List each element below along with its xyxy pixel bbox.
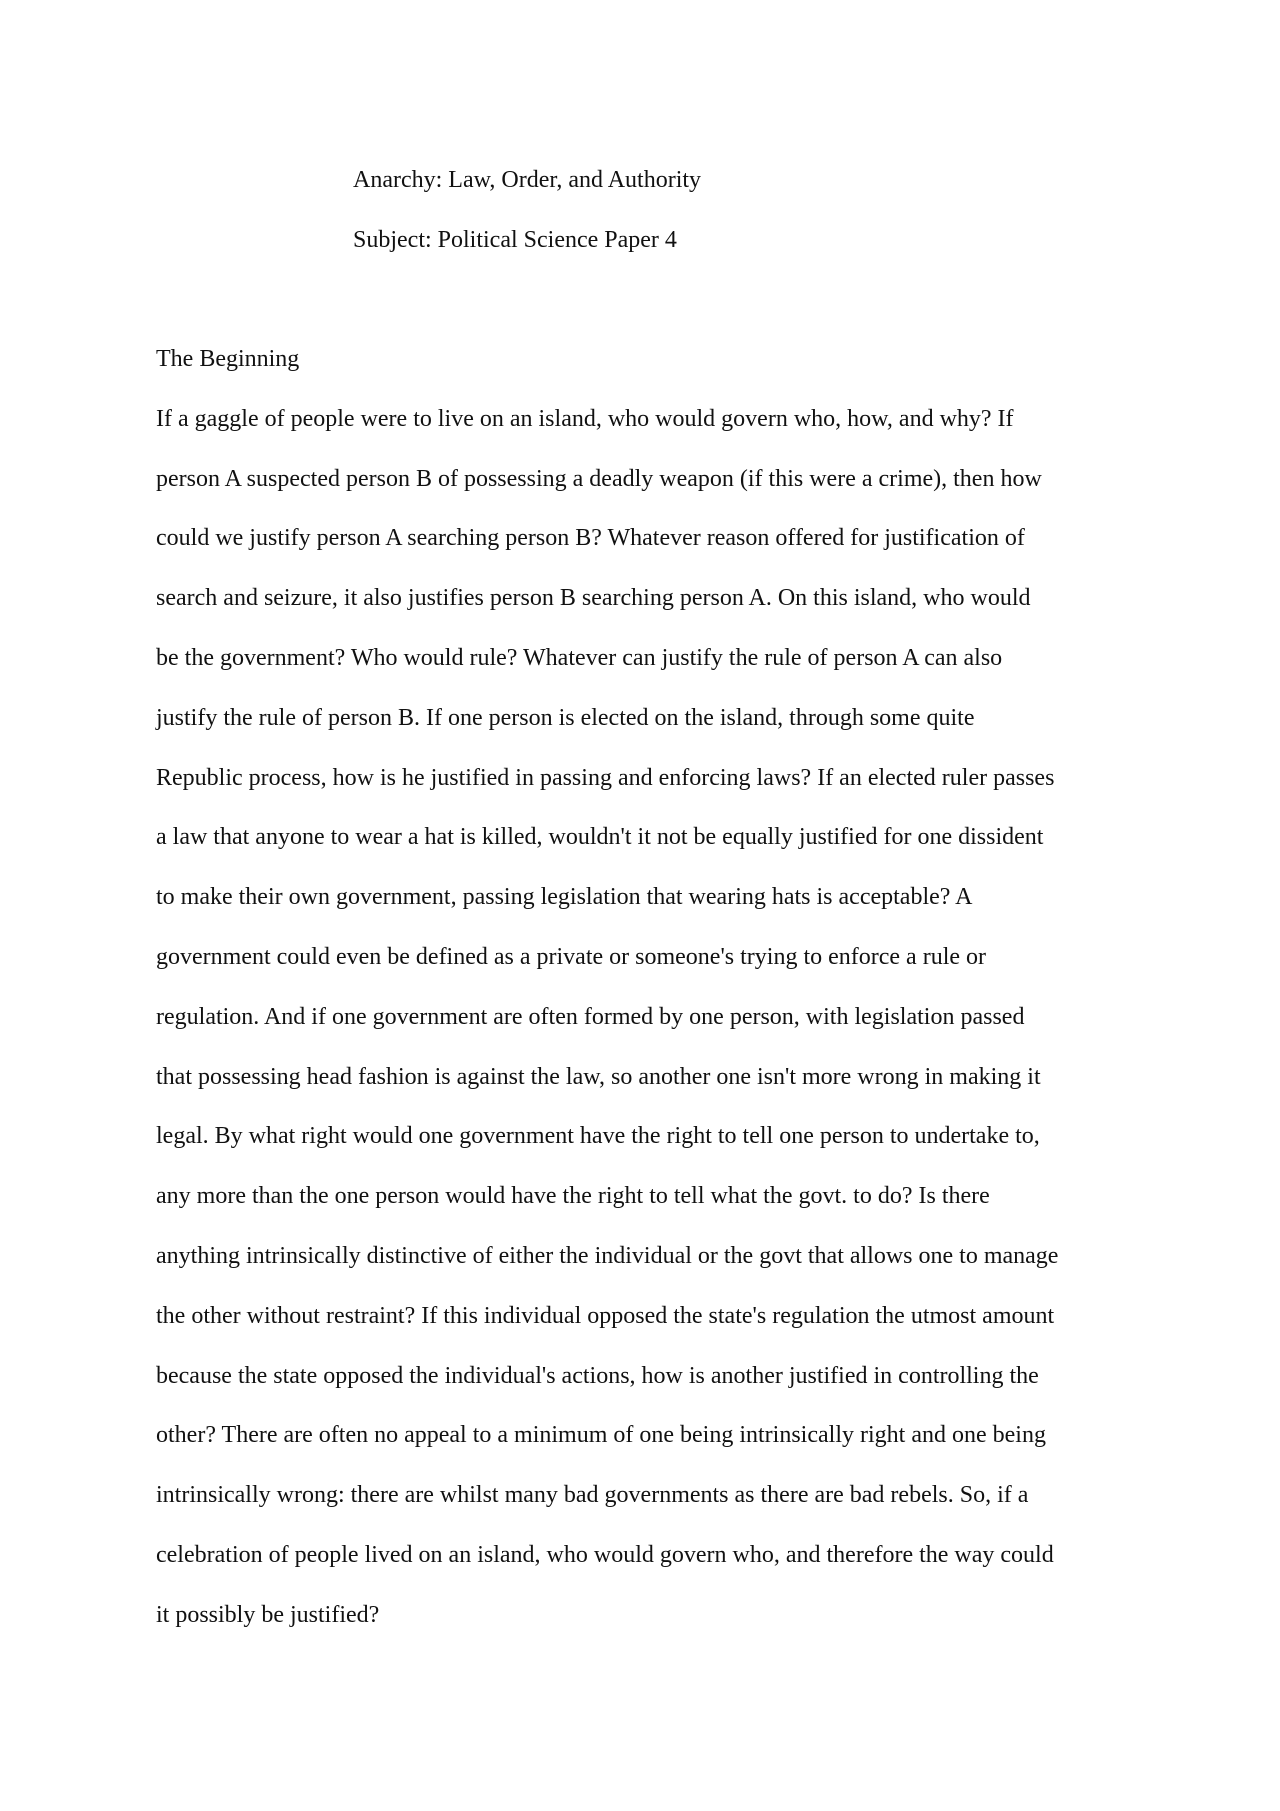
paragraph [156,390,1156,1646]
paragraph-line: because the state opposed the individual's actions, how is another justified in controlling the [156,1362,1039,1389]
paragraph-line: justify the rule of person B. If one person is elected on the island, through some quite [156,704,975,731]
paragraph-line: anything intrinsically distinctive of either the individual or the govt that allows one to manage [156,1242,1059,1269]
paragraph-line: government could even be defined as a private or someone's trying to enforce a rule or [156,943,987,970]
paragraph-line: If a gaggle of people were to live on an island, who would govern who, how, and why? If [156,405,1014,432]
paragraph-line: be the government? Who would rule? Whatever can justify the rule of person A can also [156,644,1003,671]
paragraph-line: to make their own government, passing legislation that wearing hats is acceptable? A [156,884,973,911]
section-heading: The Beginning [156,346,300,372]
paragraph-line: the other without restraint? If this individual opposed the state's regulation the utmost amount [156,1302,1055,1329]
document-header [353,150,701,270]
paragraph-line: a law that anyone to wear a hat is killed, wouldn't it not be equally justified for one dissident [156,824,1044,851]
paragraph-line: it possibly be justified? [156,1601,380,1628]
paragraph-line: celebration of people lived on an island, who would govern who, and therefore the way could [156,1541,1054,1568]
paragraph-line: search and seizure, it also justifies person B searching person A. On this island, who would [156,585,1031,612]
paragraph-line: any more than the one person would have the right to tell what the govt. to do? Is there [156,1183,990,1210]
document-subject: Subject: Political Science Paper 4 [353,227,677,253]
paragraph-line: person A suspected person B of possessing a deadly weapon (if this were a crime), then how [156,465,1042,492]
paragraph-line: Republic process, how is he justified in passing and enforcing laws? If an elected ruler passes [156,764,1055,791]
paragraph-line: intrinsically wrong: there are whilst many bad governments as there are bad rebels. So, if a [156,1482,1029,1509]
document-body [156,330,1156,1646]
paragraph-line: that possessing head fashion is against the law, so another one isn't more wrong in making it [156,1063,1041,1090]
paragraph-line: legal. By what right would one government have the right to tell one person to undertake to, [156,1123,1040,1150]
document-title: Anarchy: Law, Order, and Authority [353,167,702,193]
paragraph-line: regulation. And if one government are often formed by one person, with legislation passed [156,1003,1025,1030]
paragraph-line: other? There are often no appeal to a minimum of one being intrinsically right and one being [156,1422,1046,1449]
paragraph-line: could we justify person A searching person B? Whatever reason offered for justification of [156,525,1025,552]
